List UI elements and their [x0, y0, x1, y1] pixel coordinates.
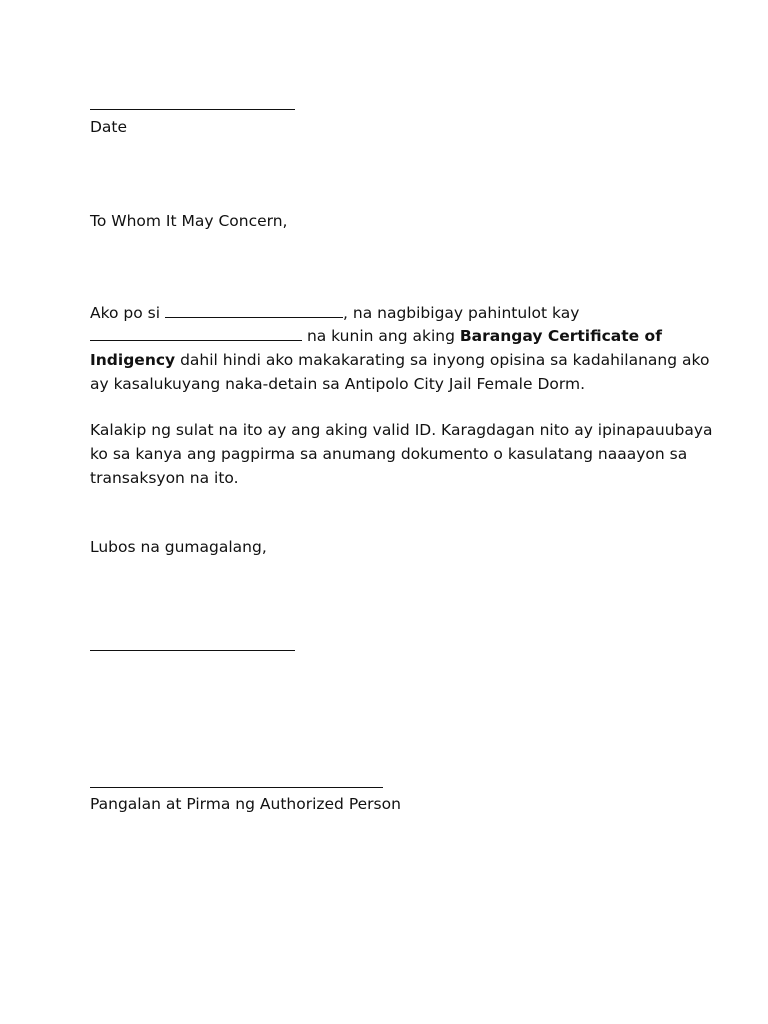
authorized-label: Pangalan at Pirma ng Authorized Person — [90, 795, 401, 813]
grantor-name-blank — [165, 303, 343, 318]
date-label: Date — [90, 118, 128, 136]
salutation: To Whom It May Concern, — [90, 212, 288, 230]
paragraph1-line1-post: , na nagbibigay pahintulot kay — [343, 304, 580, 322]
paragraph1-line1-pre: Ako po si — [90, 304, 161, 322]
paragraph1-line3 — [90, 349, 709, 371]
paragraph2-line3: transaksyon na ito. — [90, 469, 239, 487]
paragraph1-line2 — [90, 325, 662, 347]
paragraph2-line1: Kalakip ng sulat na ito ay ang aking valid ID. Karagdagan nito ay ipinapauubaya — [90, 421, 713, 439]
date-signature-line — [90, 109, 295, 110]
paragraph1-line3-post: dahil hindi ako makakarating sa inyong opisina sa kadahilanang ako — [180, 351, 710, 369]
certificate-title-part2: Indigency — [90, 351, 176, 369]
authorized-signature-line — [90, 787, 383, 788]
paragraph1-line4: ay kasalukuyang naka-detain sa Antipolo City Jail Female Dorm. — [90, 375, 585, 393]
certificate-title-part1: Barangay Certificate of — [459, 327, 662, 345]
authorized-name-blank — [90, 326, 302, 341]
closing: Lubos na gumagalang, — [90, 538, 267, 556]
paragraph1-line1 — [90, 302, 579, 324]
paragraph2-line2: ko sa kanya ang pagpirma sa anumang dokumento o kasulatang naaayon sa — [90, 445, 688, 463]
paragraph1-line2-post: na kunin ang aking — [306, 327, 455, 345]
signature-line — [90, 650, 295, 651]
